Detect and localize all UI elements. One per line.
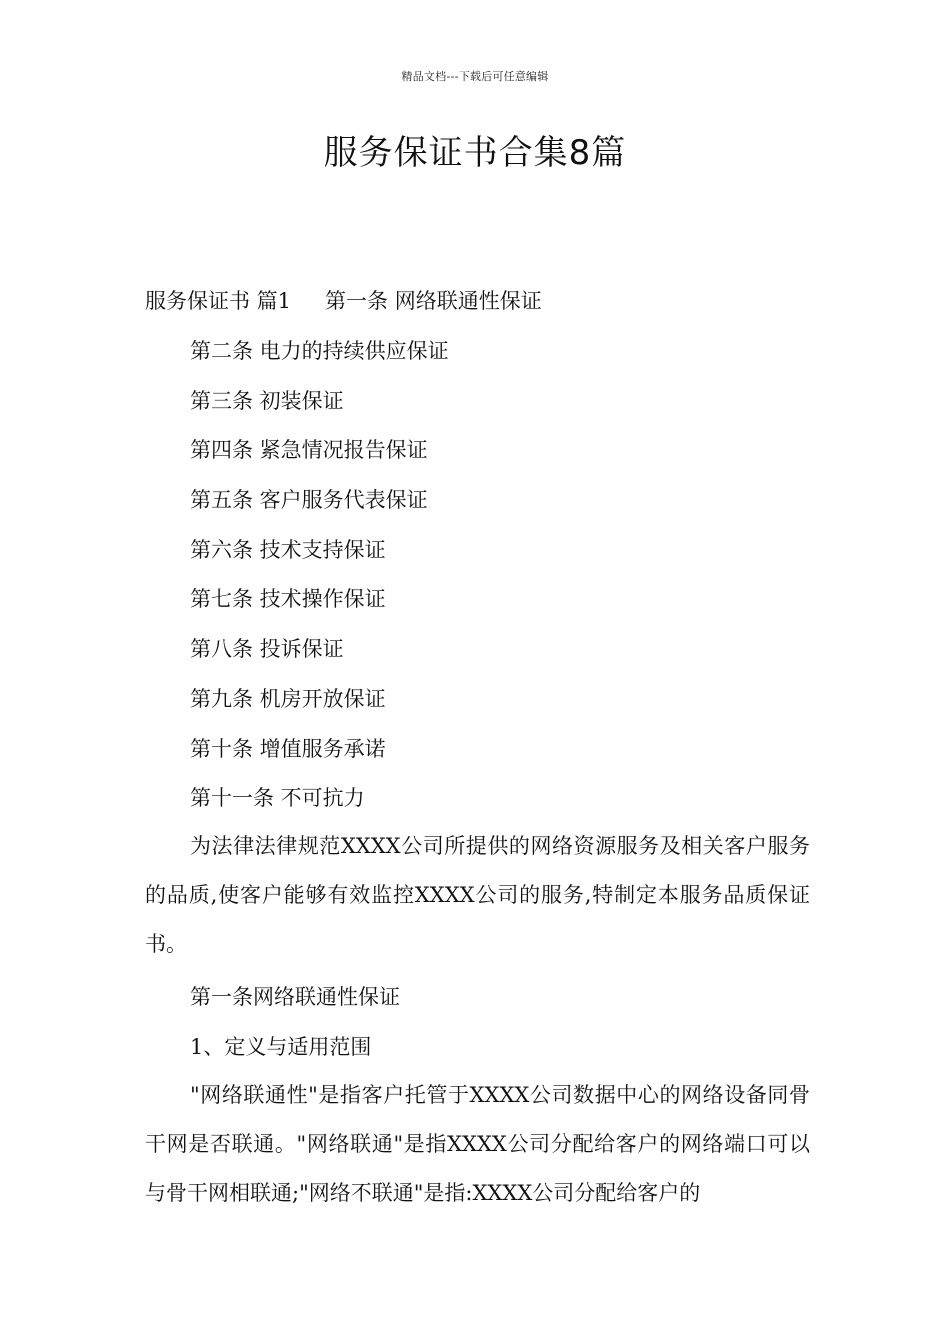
article-item: 第七条 技术操作保证: [190, 587, 386, 611]
definition-paragraph: "网络联通性"是指客户托管于XXXX公司数据中心的网络设备同骨干网是否联通。"网络联通"是指XXXX公司分配给客户的网络端口可以与骨干网相联通;"网络不联通"是指:XXXX公司分配给客户的: [145, 1083, 810, 1205]
article-item: 第二条 电力的持续供应保证: [190, 339, 449, 363]
header-note: 精品文档---下载后可任意编辑: [401, 70, 549, 83]
article-item: 第八条 投诉保证: [190, 637, 344, 661]
section-heading: 第一条网络联通性保证: [190, 985, 400, 1009]
article-item: 第三条 初装保证: [190, 389, 344, 413]
purpose-paragraph: 为法律法律规范XXXX公司所提供的网络资源服务及相关客户服务的品质,使客户能够有效监控XXXX公司的服务,特制定本服务品质保证书。: [145, 834, 810, 956]
intro-heading: 服务保证书 篇1: [145, 289, 292, 313]
subsection-heading: 1、定义与适用范围: [190, 1035, 372, 1059]
article-item: 第五条 客户服务代表保证: [190, 488, 428, 512]
first-article: 第一条 网络联通性保证: [325, 289, 542, 313]
article-item: 第十条 增值服务承诺: [190, 737, 386, 761]
article-item: 第九条 机房开放保证: [190, 687, 386, 711]
intro-line: [145, 286, 810, 316]
article-item: 第四条 紧急情况报告保证: [190, 438, 428, 462]
page-title: 服务保证书合集8篇: [323, 133, 627, 173]
article-item: 第十一条 不可抗力: [190, 786, 365, 810]
article-item: 第六条 技术支持保证: [190, 538, 386, 562]
